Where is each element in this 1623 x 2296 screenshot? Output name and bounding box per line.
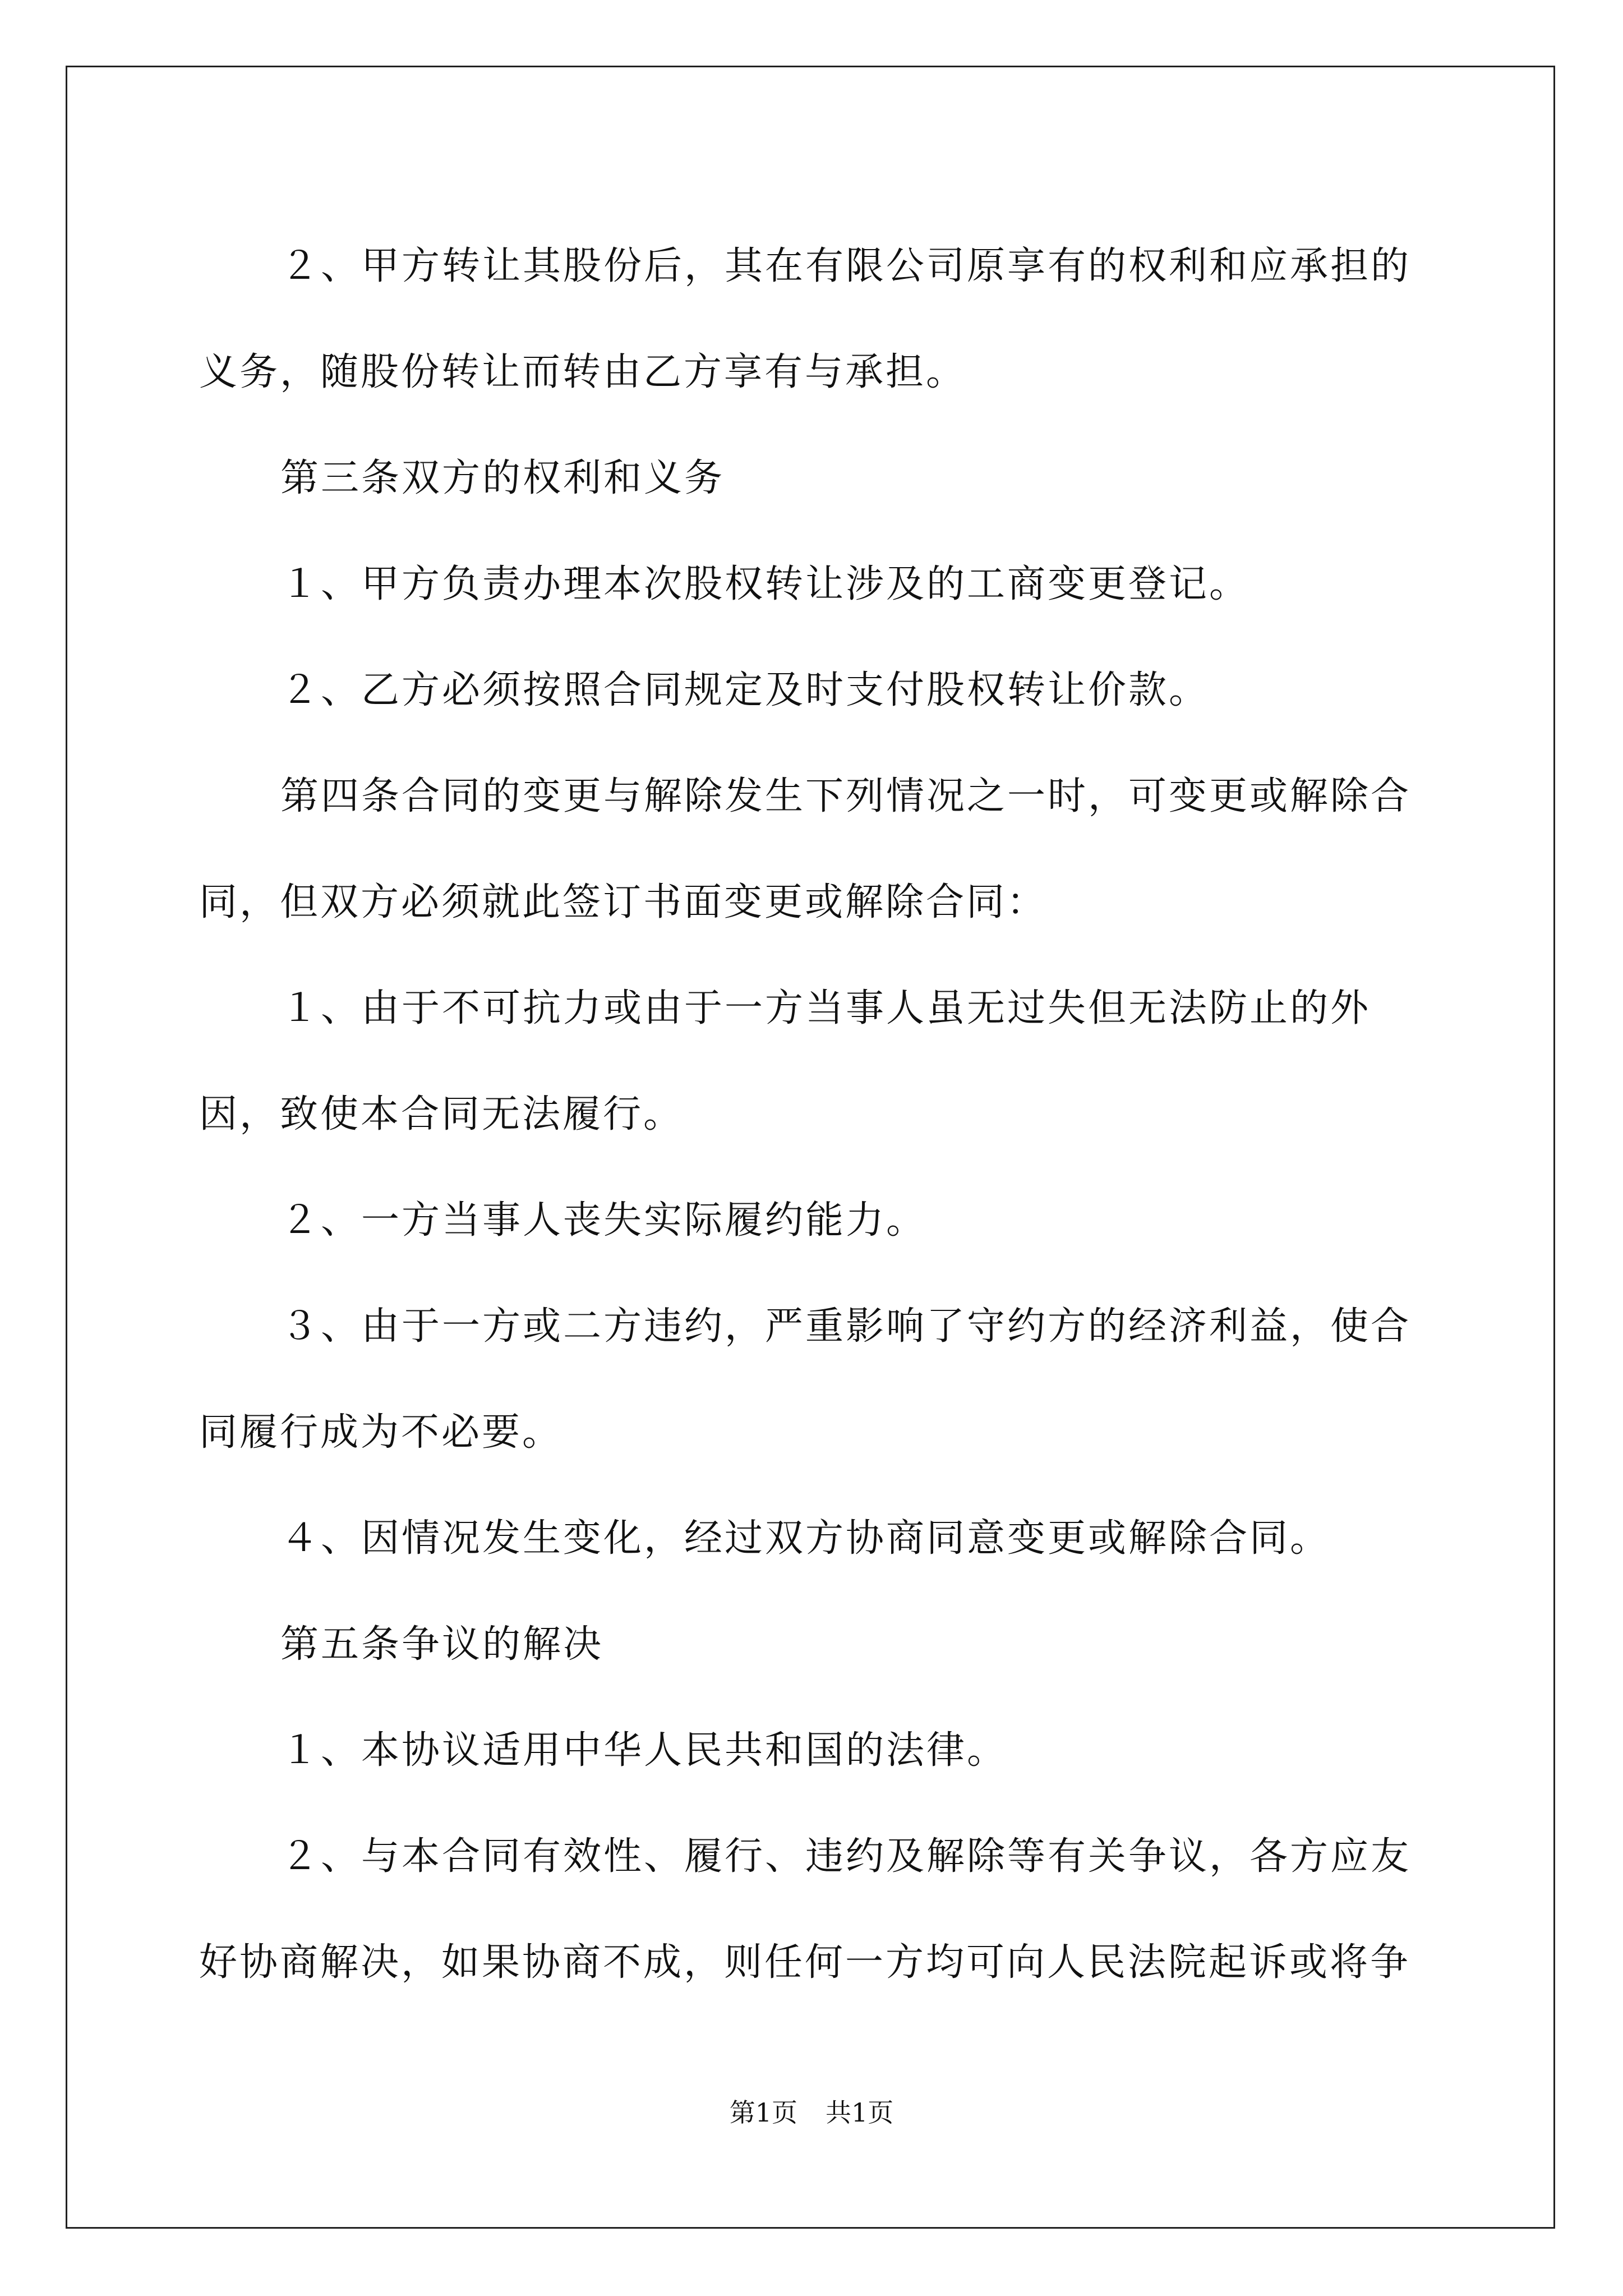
- paragraph: ２、甲方转让其股份后，其在有限公司原享有的权利和应承担的义务，随股份转让而转由乙方享有与承担。: [199, 244, 1412, 394]
- paragraph: ２、乙方必须按照合同规定及时支付股权转让价款。: [280, 668, 1210, 712]
- paragraph: ３、由于一方或二方违约，严重影响了守约方的经济利益，使合同履行成为不必要。: [199, 1304, 1412, 1455]
- paragraph: １、甲方负责办理本次股权转让涉及的工商变更登记。: [280, 562, 1250, 606]
- paragraph: １、由于不可抗力或由于一方当事人虽无过失但无法防止的外因，致使本合同无法履行。: [199, 986, 1371, 1137]
- document-body: [199, 213, 1433, 2016]
- page-footer: [0, 2092, 1623, 2129]
- paragraph: ４、因情况发生变化，经过双方协商同意变更或解除合同。: [280, 1516, 1331, 1561]
- section-heading: 第五条争议的解决: [280, 1622, 604, 1667]
- paragraph: ２、一方当事人丧失实际履约能力。: [280, 1198, 927, 1243]
- paragraph: ２、与本合同有效性、履行、违约及解除等有关争议，各方应友好协商解决，如果协商不成，则任何一方均可向人民法院起诉或将争: [199, 1834, 1412, 1985]
- section-heading: 第四条合同的变更与解除发生下列情况之一时，可变更或解除合同，但双方必须就此签订书面变更或解除合同：: [199, 774, 1412, 924]
- section-heading: 第三条双方的权利和义务: [280, 456, 725, 500]
- paragraph: １、本协议适用中华人民共和国的法律。: [280, 1728, 1008, 1773]
- page-number: 第1页: [729, 2097, 797, 2128]
- page-total: 共1页: [826, 2097, 894, 2128]
